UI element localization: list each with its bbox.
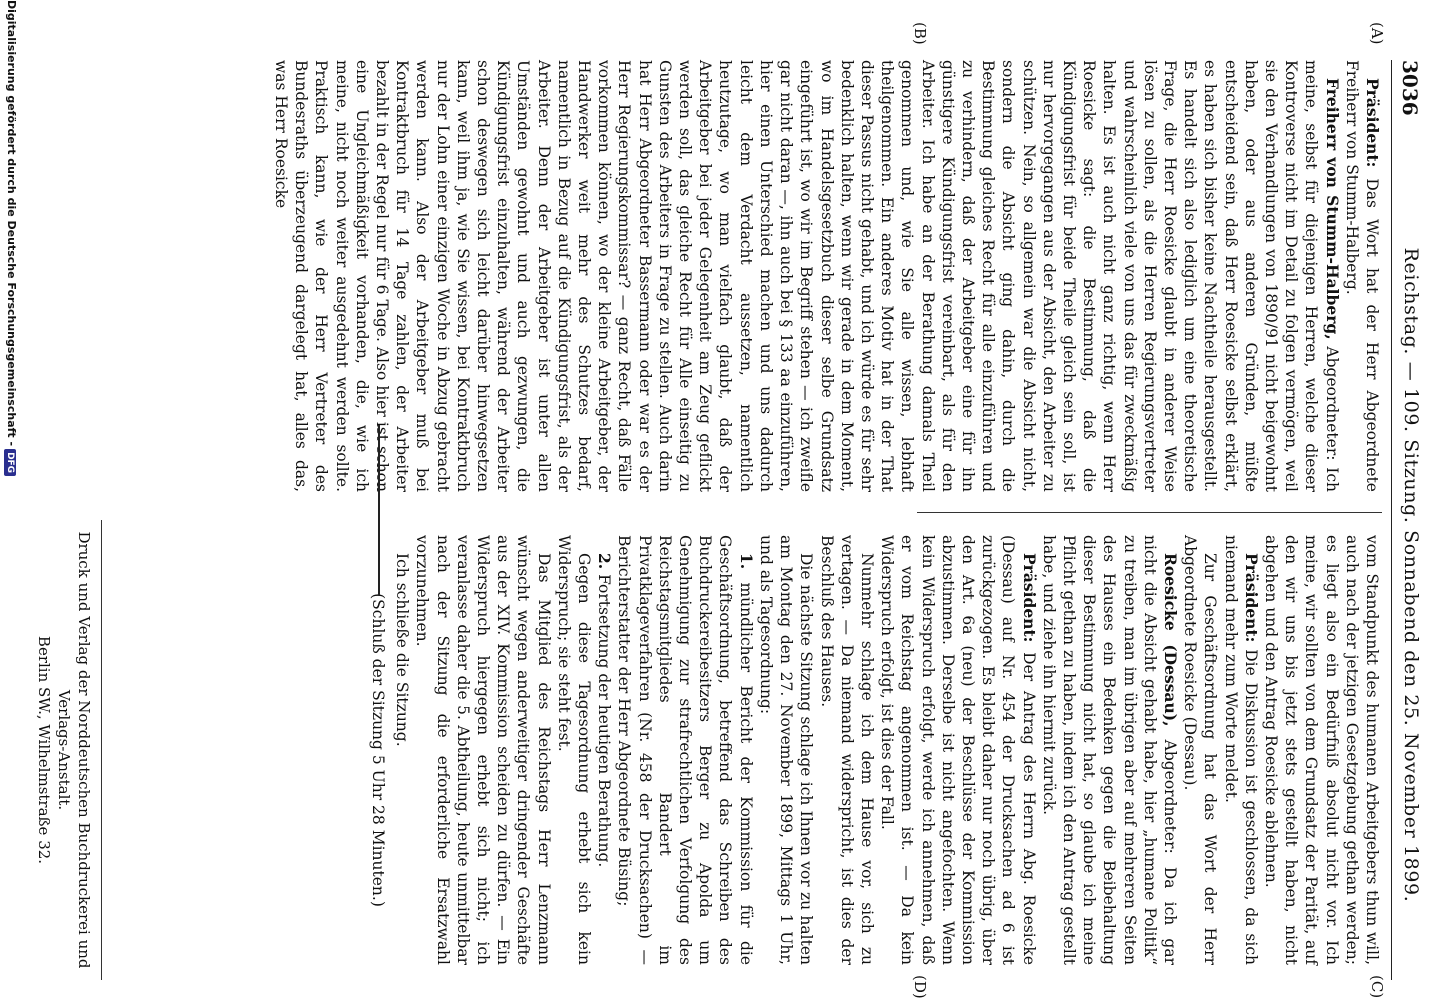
page-number: 3036 [1398, 60, 1422, 116]
column-divider [917, 512, 1382, 513]
separator-rule [378, 425, 380, 595]
digitization-credit [4, 0, 18, 950]
paragraph-text: Das Wort hat der Herr Abgeordnete Freiherr von Stumm-Halberg. [1342, 60, 1381, 492]
digitization-text: Digitalisierung gefördert durch die Deutsche Forschungsgemeinschaft - [5, 0, 18, 447]
paragraph [1180, 535, 1220, 965]
agenda-item [594, 535, 614, 965]
paragraph-text: vom Standpunkt des humanen Arbeitgebers thun will, auch nach der jetzigen Gesetzgebung gethan werden; es liegt also ein Bedürfniß absolut nicht vor. Ich meine, wir sollten von dem Grundsatz der Parität, auf den wir uns bis jetzt stets gestellt haben, nicht abgehen und den Antrag Roesicke ablehnen. [1261, 535, 1381, 965]
paragraph-text: Gegen diese Tagesordnung erhebt sich kein Widerspruch; sie steht fest. [554, 535, 594, 965]
margin-marker-a: (A) [1368, 22, 1386, 45]
paragraph [877, 535, 1039, 965]
paragraph-text: Zur Geschäftsordnung hat das Wort der Herr Abgeordnete Roesicke (Dessau). [1181, 535, 1220, 965]
agenda-number: 2. [595, 553, 615, 570]
dfg-logo: DFG [4, 449, 16, 476]
agenda-number: 1. [736, 553, 756, 570]
paragraph-text: Der Antrag des Herrn Abg. Roesicke (Dessau) auf Nr. 454 der Drucksachen ad 6 ist zurückgezogen. Es bleibt daher nur noch übrig, über den Art. 6a (neu) der Beschlüsse der Kommission abzustimmen. Derselbe ist nicht angefochten. Wenn kein Widerspruch erfolgt, werde ich annehmen, daß er vom Reichstag angenommen ist. — Da kein Widerspruch erfolgt, ist dies der Fall. [878, 535, 1038, 965]
page-header [1394, 60, 1424, 980]
agenda-text: mündlicher Bericht der Kommission für die Geschäftsordnung, betreffend das Schreiben des Buchdruckereibesitzers Berger zu Apolda um Genehmigung zur strafrechtlichen Verfolgung des Reichstagsmitgliedes Bandert im Privatklageverfahren (Nr. 458 der Drucksachen) — Berichterstatter der Herr Abgeordnete Büsing; [615, 535, 755, 965]
paragraph [554, 535, 594, 965]
paragraph-text: Abgeordneter: Da ich gar nicht die Absicht gehabt habe, hier „humane Politik“ zu treiben, man im übrigen aber auf mehreren Seiten des Hauses ein Bedenken gegen die Beibehaltung dieser Bestimmung nicht hat, so glaube ich meine Pflicht gethan zu haben, indem ich den Antrag gestellt habe, und ziehe ihn hiermit zurück. [1039, 535, 1179, 965]
speaker: Präsident: [1363, 78, 1382, 168]
imprint-line-1: Druck und Verlag der Norddeutschen Buchdruckerei und Verlags-Anstalt. [55, 531, 93, 969]
margin-marker-c: (C) [1368, 975, 1386, 999]
paragraph-text: Das Mitglied des Reichstags Herr Lenzmann wünscht wegen anderweitiger dringender Geschäfte aus der XIV. Kommission scheiden zu dürfen. — Ein Widerspruch hiergegen erhebt sich nicht; ich veranlasse daher die 5. Abtheilung, heute unmittelbar nach der Sitzung die erforderliche Ersatzwahl vorzunehmen. [413, 535, 553, 965]
speaker: Roesicke (Dessau), [1160, 553, 1180, 727]
margin-marker-d: (D) [911, 975, 929, 999]
paragraph-text: Ich schließe die Sitzung. [393, 553, 412, 747]
page-title: Reichstag. — 109. Sitzung. Sonnabend den 25. November 1899. [1400, 247, 1422, 903]
paragraph [1342, 60, 1382, 492]
session-end-note: (Schluß der Sitzung 5 Uhr 28 Minuten.) [369, 593, 388, 907]
agenda-text: Fortsetzung der heutigen Berathung. [595, 574, 614, 868]
paragraph-text: Nunmehr schlage ich dem Hause vor, sich zu vertagen. — Da niemand widerspricht, ist dies der Beschluß des Hauses. [817, 535, 876, 965]
header-rule [1391, 60, 1392, 980]
speaker: Präsident: [1019, 553, 1039, 643]
right-column [368, 535, 1382, 965]
paragraph [1261, 535, 1382, 965]
paragraph [756, 535, 817, 965]
paragraph [1220, 535, 1260, 965]
paragraph-text: Die nächste Sitzung schlage ich Ihnen vor zu halten am Montag den 27. November 1899, Mittags 1 Uhr, und als Tagesordnung: [756, 535, 816, 965]
paragraph [412, 535, 553, 965]
speaker: Präsident: [1241, 553, 1261, 643]
paragraph [1039, 535, 1180, 965]
footer-rule [101, 520, 102, 980]
speaker: Freiherr von Stumm-Halberg, [1322, 78, 1342, 340]
margin-marker-b: (B) [911, 22, 929, 45]
paragraph-text: Die Diskussion ist geschlossen, da sich niemand mehr zum Worte meldet. [1221, 535, 1260, 965]
paragraph [271, 60, 1342, 492]
paragraph [392, 535, 412, 965]
left-column [271, 60, 1382, 492]
paragraph [816, 535, 877, 965]
paragraph-text: Abgeordneter: Ich meine, selbst für diejenigen Herren, welche dieser Kontroverse nicht im Detail zu folgen vermögen, weil sie den Verhandlungen von 1890/91 nicht beigewohnt haben, oder aus anderen Gründen, müßte entscheidend sein, daß Herr Roesicke selbst erklärt, es haben sich bisher keine Nachtheile herausgestellt. Es handelt sich also lediglich um eine theoretische Frage, die Herr Roesicke glaubt in anderer Weise lösen zu sollen, als die Herren Regierungsvertreter und wahrscheinlich viele von uns das für zweckmäßig halten. Es ist auch nicht ganz richtig, wenn Herr Roesicke sagt: die Bestimmung, daß die Kündigungsfrist für beide Theile gleich sein soll, ist nur hervorgegangen aus der Absicht, den Arbeiter zu schützen. Nein, so allgemein war die Absicht nicht, sondern die Absicht ging dahin, durch die Bestimmung gleiches Recht für alle einzuführen und zu verhindern, daß der Arbeitgeber eine für ihn günstigere Kündigungsfrist vereinbart, als für den Arbeiter. Ich habe an der Berathung damals Theil genommen und, wie Sie alle wissen, lebhaft theilgenommen. Ein anderes Motiv hat in der That dieser Passus nicht gehabt, und ich würde es für sehr bedenklich halten, wenn wir gerade in dem Moment, wo im Handelsgesetzbuch dieser selbe Grundsatz eingeführt ist, wo wir im Begriff stehen — ich zweifle gar nicht daran —, ihn auch bei § 133 aa einzuführen, hier einen Unterschied machen und uns dadurch leicht dem Verdacht aussetzen, namentlich heutzutage, wo man vielfach glaubt, daß der Arbeitgeber bei jeder Gelegenheit am Zeug geflickt werden soll, das gleiche Recht für Alle einseitig zu Gunsten des Arbeiters in Frage zu stellen. Auch darin hat Herr Abgeordneter Bassermann oder war es der Herr Regierungskommissar? — ganz Recht, daß Fälle vorkommen können, wo der kleine Arbeitgeber, der Handwerker weit mehr des Schutzes bedarf, namentlich in Bezug auf die Kündigungsfrist, als der Arbeiter. Denn der Arbeitgeber ist unter allen Umständen gewohnt und auch gezwungen, die Kündigungsfrist einzuhalten, während der Arbeiter schon deswegen sich leicht darüber hinwegsetzen kann, weil ihm ja, wie Sie wissen, bei Kontraktbruch nur der Lohn einer einzigen Woche in Abzug gebracht werden kann. Also der Arbeitgeber muß bei Kontraktbruch für 14 Tage zahlen, der Arbeiter bezahlt in der Regel nur für 6 Tage. Also hier ist schon eine Ungleichmäßigkeit vorhanden, die, wie ich meine, nicht noch weiter ausgedehnt werden sollte. Praktisch kann, wie der Herr Vertreter des Bundesraths überzeugend dargelegt hat, alles das, was Herr Roesicke [272, 60, 1341, 492]
imprint-line-2: Berlin SW., Wilhelmstraße 32. [35, 635, 53, 865]
printer-imprint [34, 520, 94, 980]
agenda-item [614, 535, 755, 965]
